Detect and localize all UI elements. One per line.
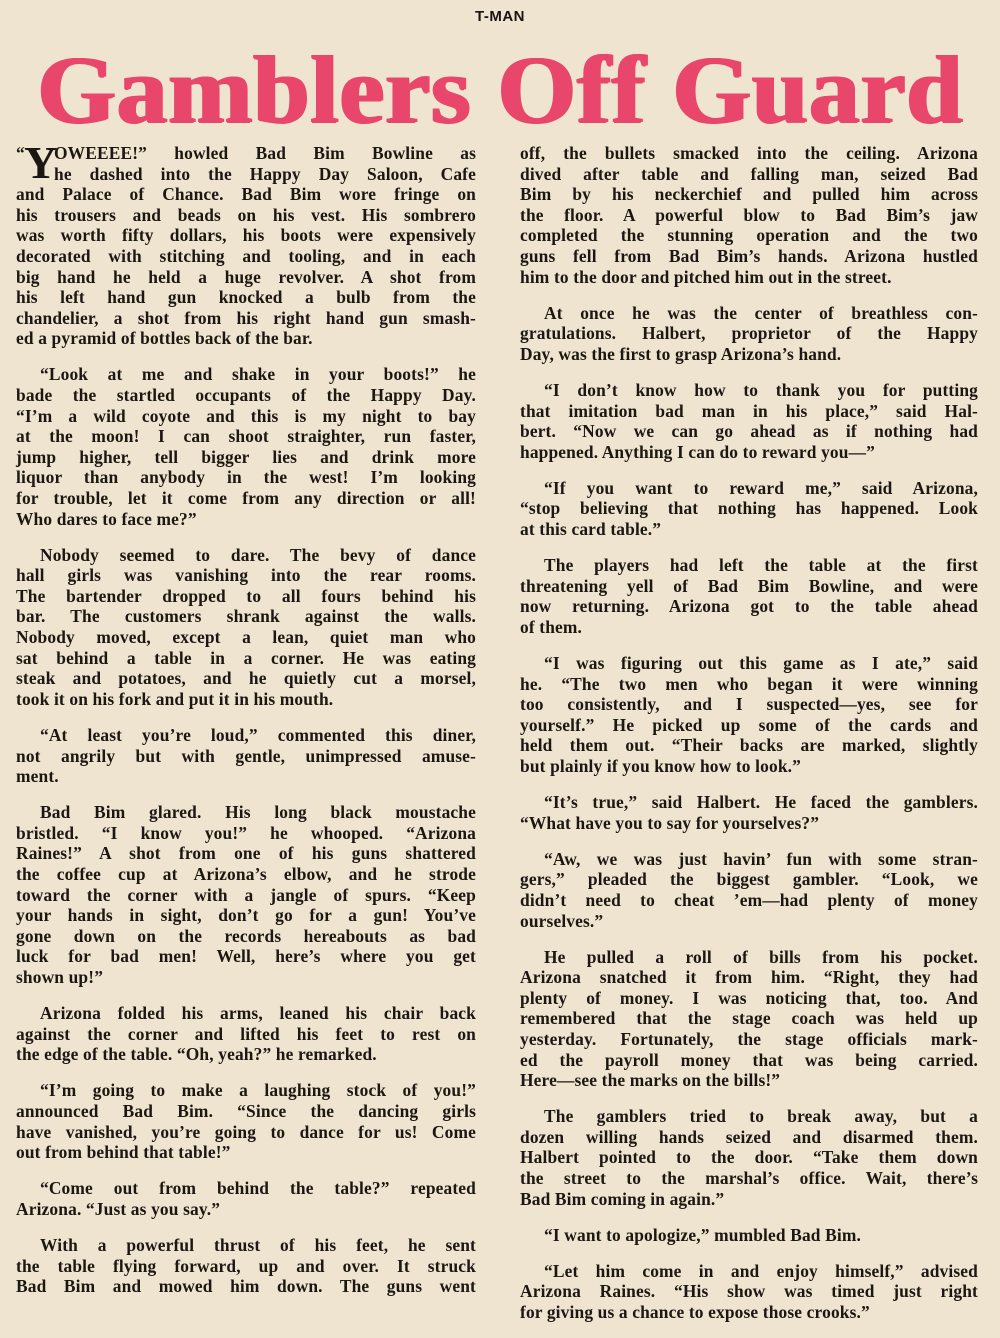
text-line: he. “The two men who began it were winning: [520, 673, 978, 694]
text-line: Day, was the first to grasp Arizona’s hand.: [520, 343, 842, 364]
paragraph: [16, 364, 476, 529]
text-line: gers,” pleaded the biggest gambler. “Look, we: [520, 869, 978, 890]
text-line: “It’s true,” said Halbert. He faced the gamblers.: [544, 792, 978, 813]
text-line: the table flying forward, up and over. It struck: [16, 1255, 476, 1276]
text-line: announced Bad Bim. “Since the dancing girls: [16, 1100, 476, 1121]
text-line: dozen willing hands seized and disarmed them.: [520, 1126, 978, 1147]
text-line: At once he was the center of breathless con-: [544, 302, 978, 323]
text-line: “I’m going to make a laughing stock of you!”: [40, 1080, 476, 1101]
paragraph: [520, 380, 978, 462]
paragraph: [16, 1080, 476, 1162]
text-line: bristled. “I know you!” he whooped. “Arizona: [16, 822, 476, 843]
text-line: hall girls was vanishing into the rear rooms.: [16, 565, 476, 586]
paragraph: [16, 725, 476, 787]
text-line: the street to the marshal’s office. Wait, there’s: [520, 1168, 978, 1189]
text-line: but plainly if you know how to look.”: [520, 755, 801, 776]
text-line: “At least you’re loud,” commented this diner,: [40, 724, 476, 745]
text-line: for trouble, let it come from any direction or all!: [16, 488, 476, 508]
text-line: With a powerful thrust of his feet, he sent: [40, 1234, 476, 1255]
text-line: Arizona Raines. “His show was timed just right: [520, 1281, 978, 1302]
text-line: didn’t need to cheat ’em—had plenty of money: [520, 889, 978, 910]
text-line: bert. “Now we can go ahead as if nothing had: [520, 421, 978, 442]
text-line: that imitation bad man in his place,” said Hal-: [520, 400, 978, 421]
text-line: not angrily but with gentle, unimpressed amuse-: [16, 745, 476, 766]
paragraph: [520, 1225, 978, 1246]
text-line: Nobody seemed to dare. The bevy of dance: [40, 544, 476, 565]
text-line: Bad Bim and mowed him down. The guns went: [16, 1276, 476, 1297]
paragraph: [520, 143, 978, 287]
text-line: off, the bullets smacked into the ceiling. Arizona: [520, 143, 978, 163]
text-line: “Let him come in and enjoy himself,” advised: [544, 1260, 978, 1281]
text-line: “Look at me and shake in your boots!” he: [40, 364, 476, 385]
open-quote: “: [16, 143, 25, 163]
text-line: and Palace of Chance. Bad Bim wore fringe on: [16, 184, 476, 205]
text-line: at this card table.”: [520, 519, 662, 539]
text-line: Bad Bim coming in again.”: [520, 1188, 725, 1209]
paragraph: [16, 1003, 476, 1065]
text-line: decorated with stitching and tooling, and in each: [16, 245, 476, 266]
text-line: happened. Anything I can do to reward you—”: [520, 441, 875, 462]
text-line: Raines!” A shot from one of his guns shattered: [16, 843, 476, 864]
paragraph: [16, 1178, 476, 1219]
text-line: your hands in sight, don’t go for a gun! You’ve: [16, 905, 476, 926]
text-line: gratulations. Halbert, proprietor of the Happy: [520, 323, 978, 344]
text-line: Arizona folded his arms, leaned his chair back: [40, 1003, 476, 1024]
text-line: chandelier, a shot from his right hand gun smash-: [16, 307, 476, 328]
paragraph: [520, 653, 978, 777]
text-line: jump higher, tell bigger lies and drink more: [16, 446, 476, 467]
text-line: luck for bad men! Well, here’s where you get: [16, 946, 476, 967]
text-line: the coffee cup at Arizona’s elbow, and he strode: [16, 864, 476, 884]
text-line: the floor. A powerful blow to Bad Bim’s jaw: [520, 204, 978, 225]
text-line: remembered that the stage coach was held up: [520, 1008, 978, 1029]
text-line: for giving us a chance to expose those crooks.”: [520, 1302, 870, 1322]
text-line: gone down on the records hereabouts as bad: [16, 925, 476, 946]
text-line: toward the corner with a jangle of spurs. “Keep: [16, 884, 476, 905]
text-line: He pulled a roll of bills from his pocket.: [544, 946, 978, 967]
text-line: Bad Bim glared. His long black moustache: [40, 802, 476, 823]
text-line: ed a pyramid of bottles back of the bar.: [16, 328, 313, 349]
text-line: The bartender dropped to all fours behind his: [16, 585, 476, 606]
text-line: steak and potatoes, and he quietly cut a morsel,: [16, 668, 476, 689]
paragraph: [520, 947, 978, 1091]
text-line: the edge of the table. “Oh, yeah?” he remarked.: [16, 1044, 377, 1065]
text-line: sat behind a table in a corner. He was eating: [16, 647, 476, 668]
text-line: plenty of money. I was noticing that, too. And: [520, 987, 978, 1008]
left-column: [16, 137, 476, 1312]
text-line: took it on his fork and put it in his mouth.: [16, 688, 334, 709]
text-line: “stop believing that nothing has happened. Look: [520, 498, 978, 519]
paragraph: [16, 1235, 476, 1297]
text-line: yourself.” He picked up some of the cards and: [520, 714, 978, 735]
text-line: now returning. Arizona got to the table ahead: [520, 596, 978, 617]
text-line: his left hand gun knocked a bulb from the: [16, 287, 476, 308]
text-line: threatening yell of Bad Bim Bowline, and were: [520, 575, 978, 596]
text-line: “If you want to reward me,” said Arizona,: [544, 477, 978, 498]
text-line: shown up!”: [16, 966, 104, 987]
text-line: have vanished, you’re going to dance for us! Come: [16, 1121, 476, 1142]
text-line: big hand he held a huge revolver. A shot from: [16, 266, 476, 287]
text-line: The players had left the table at the first: [544, 555, 978, 576]
text-line: Who dares to face me?”: [16, 508, 197, 529]
paragraph: [520, 1261, 978, 1323]
text-line: at the moon! I can shoot straighter, run faster,: [16, 426, 476, 447]
text-line: OWEEEE!” howled Bad Bim Bowline as: [54, 143, 476, 163]
text-line: dived after table and falling man, seized Bad: [520, 163, 978, 184]
text-line: his trousers and beads on his vest. His sombrero: [16, 204, 476, 225]
text-line: “I want to apologize,” mumbled Bad Bim.: [544, 1224, 861, 1245]
text-line: guns fell from Bad Bim’s hands. Arizona hustled: [520, 245, 978, 266]
text-line: ed the payroll money that was being carried.: [520, 1049, 978, 1070]
paragraph: [520, 792, 978, 833]
text-line: “I’m a wild coyote and this is my night to bay: [16, 405, 476, 426]
story-title: Gamblers Off Guard: [36, 36, 964, 143]
drop-cap: Y: [24, 137, 58, 188]
text-line: Nobody moved, except a lean, quiet man who: [16, 627, 476, 648]
text-line: ment.: [16, 766, 59, 787]
text-line: Halbert pointed to the door. “Take them down: [520, 1147, 978, 1168]
text-line: too consistently, and I suspected—yes, see for: [520, 694, 978, 715]
series-name: T-MAN: [475, 8, 525, 25]
text-line: “What have you to say for yourselves?”: [520, 812, 820, 833]
text-line: was worth fifty dollars, his boots were expensively: [16, 225, 476, 246]
text-line: ourselves.”: [520, 910, 604, 931]
paragraph: [520, 555, 978, 637]
text-line: he dashed into the Happy Day Saloon, Cafe: [54, 163, 476, 184]
text-line: yesterday. Fortunately, the stage officials mark-: [520, 1028, 978, 1049]
paragraph: [16, 802, 476, 987]
text-line: “Come out from behind the table?” repeated: [40, 1178, 476, 1199]
text-line: completed the stunning operation and the two: [520, 225, 978, 246]
text-line: “Aw, we was just havin’ fun with some stran-: [544, 848, 978, 869]
text-line: Bim by his neckerchief and pulled him across: [520, 184, 978, 205]
text-line: “I don’t know how to thank you for putting: [544, 379, 978, 400]
text-line: Here—see the marks on the bills!”: [520, 1070, 781, 1091]
text-line: bar. The customers shrank against the walls.: [16, 606, 476, 627]
text-line: held them out. “Their backs are marked, slightly: [520, 735, 978, 756]
paragraph: [520, 303, 978, 365]
text-line: The gamblers tried to break away, but a: [544, 1106, 978, 1127]
text-line: against the corner and lifted his feet to rest on: [16, 1023, 476, 1044]
right-column: [520, 143, 978, 1338]
text-line: out from behind that table!”: [16, 1142, 231, 1163]
text-line: Arizona. “Just as you say.”: [16, 1198, 221, 1219]
text-line: Arizona snatched it from him. “Right, they had: [520, 967, 978, 988]
paragraph: [16, 137, 476, 349]
text-line: “I was figuring out this game as I ate,” said: [544, 652, 978, 673]
text-line: bade the startled occupants of the Happy Day.: [16, 385, 476, 406]
paragraph: [520, 849, 978, 931]
paragraph: [520, 1106, 978, 1209]
paragraph: [520, 478, 978, 540]
text-line: of them.: [520, 616, 583, 637]
paragraph: [16, 545, 476, 710]
text-line: him to the door and pitched him out in the street.: [520, 266, 892, 287]
text-line: liquor than anybody in the west! I’m looking: [16, 467, 476, 488]
